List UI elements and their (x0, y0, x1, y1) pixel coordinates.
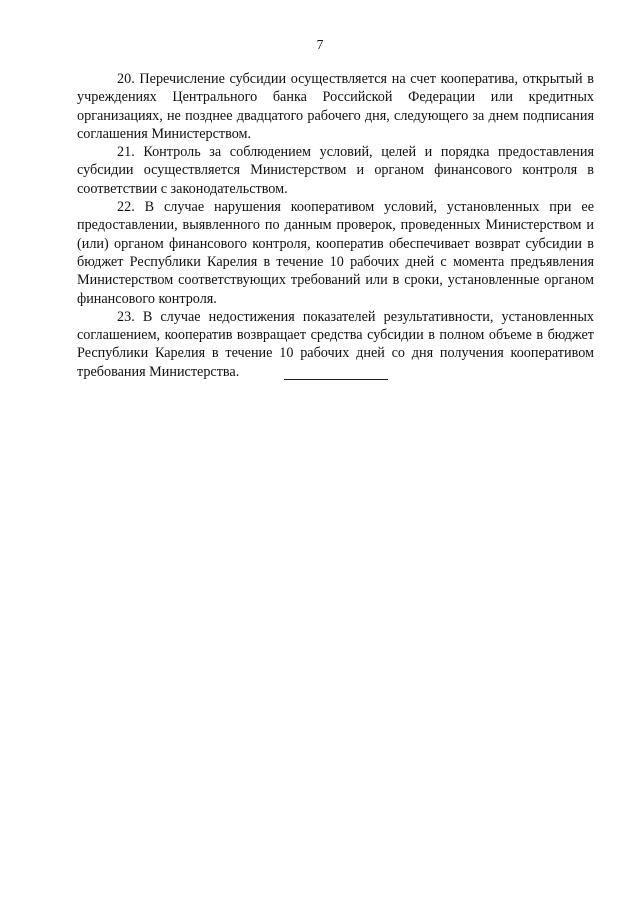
paragraph-21: 21. Контроль за соблюдением условий, целей и порядка предоставления субсидии осуществляется Министерством и органом финансового контроля в соответствии с законодательством. (77, 144, 594, 197)
page-number: 7 (316, 37, 324, 52)
end-of-text-divider (284, 379, 388, 380)
paragraph-22: 22. В случае нарушения кооперативом условий, установленных при ее предоставлении, выявленного по данным проверок, проведенных Министерством и (или) органом финансового контроля, кооператив обеспечивает возврат субсидии в бюджет Республики Карелия в течение 10 рабочих дней с момента предъявления Министерством соответствующих требований или в сроки, установленные органом финансового контроля. (77, 199, 594, 307)
paragraph-20: 20. Перечисление субсидии осуществляется на счет кооператива, открытый в учреждениях Центрального банка Российской Федерации или кредитных организациях, не позднее двадцатого рабочего дня, следующего за днем подписания соглашения Министерством. (77, 71, 594, 142)
document-body (77, 70, 594, 381)
paragraph-23: 23. В случае недостижения показателей результативности, установленных соглашением, кооператив возвращает средства субсидии в полном объеме в бюджет Республики Карелия в течение 10 рабочих дней со дня получения кооперативом требования Министерства. (77, 308, 594, 380)
